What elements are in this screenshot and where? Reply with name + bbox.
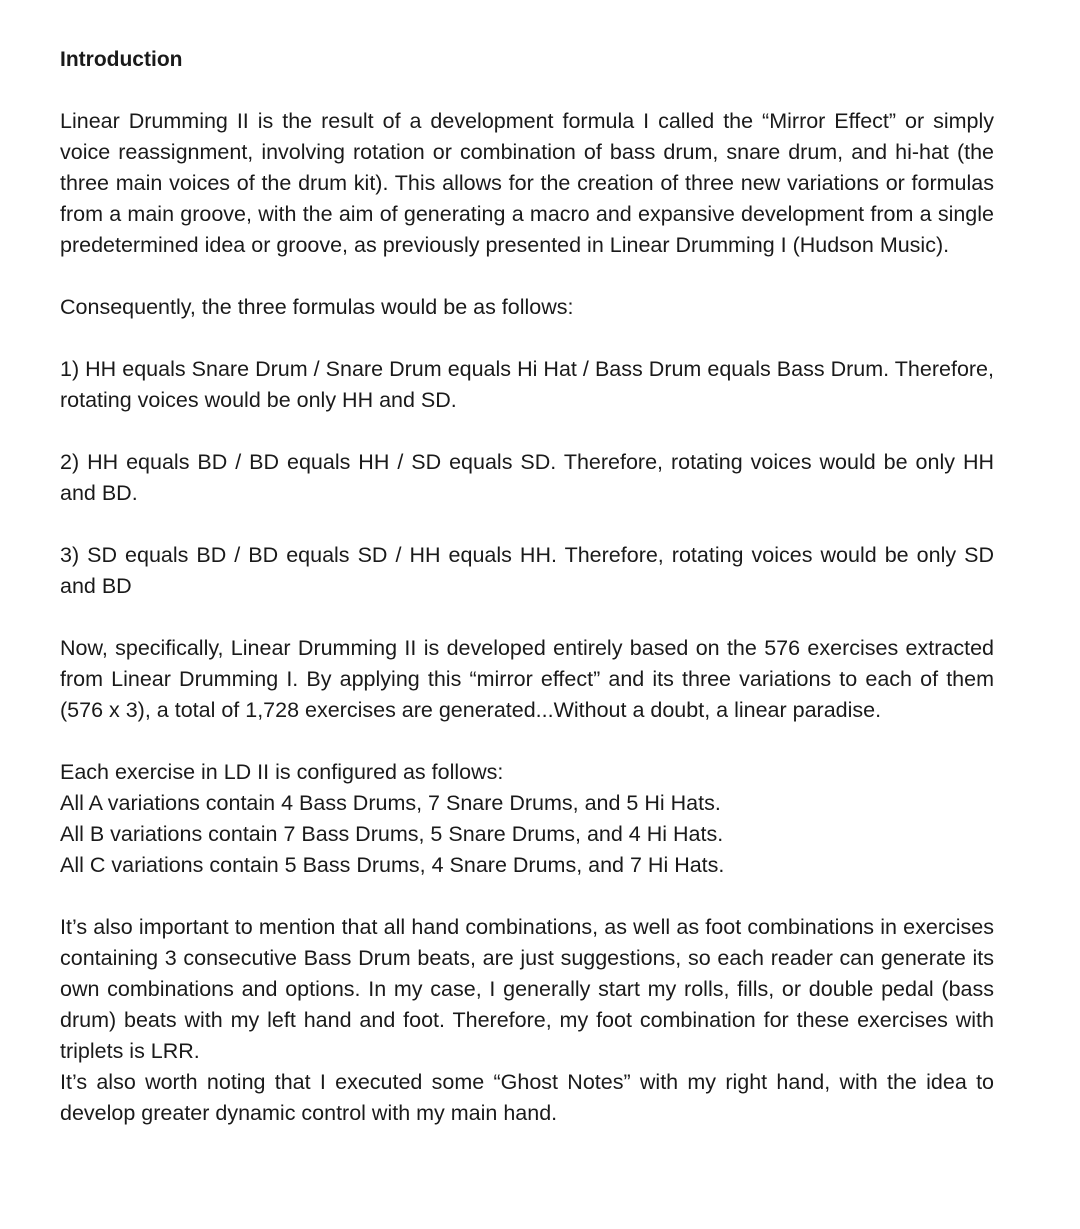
configuration-intro: Each exercise in LD II is configured as follows: — [60, 760, 504, 784]
combinations-paragraph: It’s also important to mention that all hand combinations, as well as foot combinations in exercises containing 3 consecutive Bass Drum beats, are just suggestions, so each reader can generate its own combinations and options. In my case, I generally start my rolls, fills, or double pedal (bass drum) beats with my left hand and foot. Therefore, my foot combination for these exercises with triplets is LRR. — [60, 915, 994, 1063]
section-heading: Introduction — [60, 48, 183, 71]
formula-2-paragraph: 2) HH equals BD / BD equals HH / SD equals SD. Therefore, rotating voices would be only HH and BD. — [60, 450, 994, 505]
formulas-lead-paragraph: Consequently, the three formulas would be as follows: — [60, 295, 574, 319]
configuration-a: All A variations contain 4 Bass Drums, 7 Snare Drums, and 5 Hi Hats. — [60, 791, 721, 815]
configuration-b: All B variations contain 7 Bass Drums, 5 Snare Drums, and 4 Hi Hats. — [60, 822, 724, 846]
intro-paragraph: Linear Drumming II is the result of a development formula I called the “Mirror Effect” or simply voice reassignment, involving rotation or combination of bass drum, snare drum, and hi-hat (the three main voices of the drum kit). This allows for the creation of three new variations or formulas from a main groove, with the aim of generating a macro and expansive development from a single predetermined idea or groove, as previously presented in Linear Drumming I (Hudson Music). — [60, 109, 994, 257]
document-page — [60, 44, 994, 1129]
ghost-notes-paragraph: It’s also worth noting that I executed some “Ghost Notes” with my right hand, with the idea to develop greater dynamic control with my main hand. — [60, 1070, 994, 1125]
exercises-paragraph: Now, specifically, Linear Drumming II is developed entirely based on the 576 exercises extracted from Linear Drumming I. By applying this “mirror effect” and its three variations to each of them (576 x 3), a total of 1,728 exercises are generated...Without a doubt, a linear paradise. — [60, 636, 994, 722]
formula-3-paragraph: 3) SD equals BD / BD equals SD / HH equals HH. Therefore, rotating voices would be only SD and BD — [60, 543, 994, 598]
configuration-c: All C variations contain 5 Bass Drums, 4 Snare Drums, and 7 Hi Hats. — [60, 853, 725, 877]
configuration-block — [60, 757, 994, 881]
formula-1-paragraph: 1) HH equals Snare Drum / Snare Drum equals Hi Hat / Bass Drum equals Bass Drum. Therefore, rotating voices would be only HH and SD. — [60, 357, 994, 412]
